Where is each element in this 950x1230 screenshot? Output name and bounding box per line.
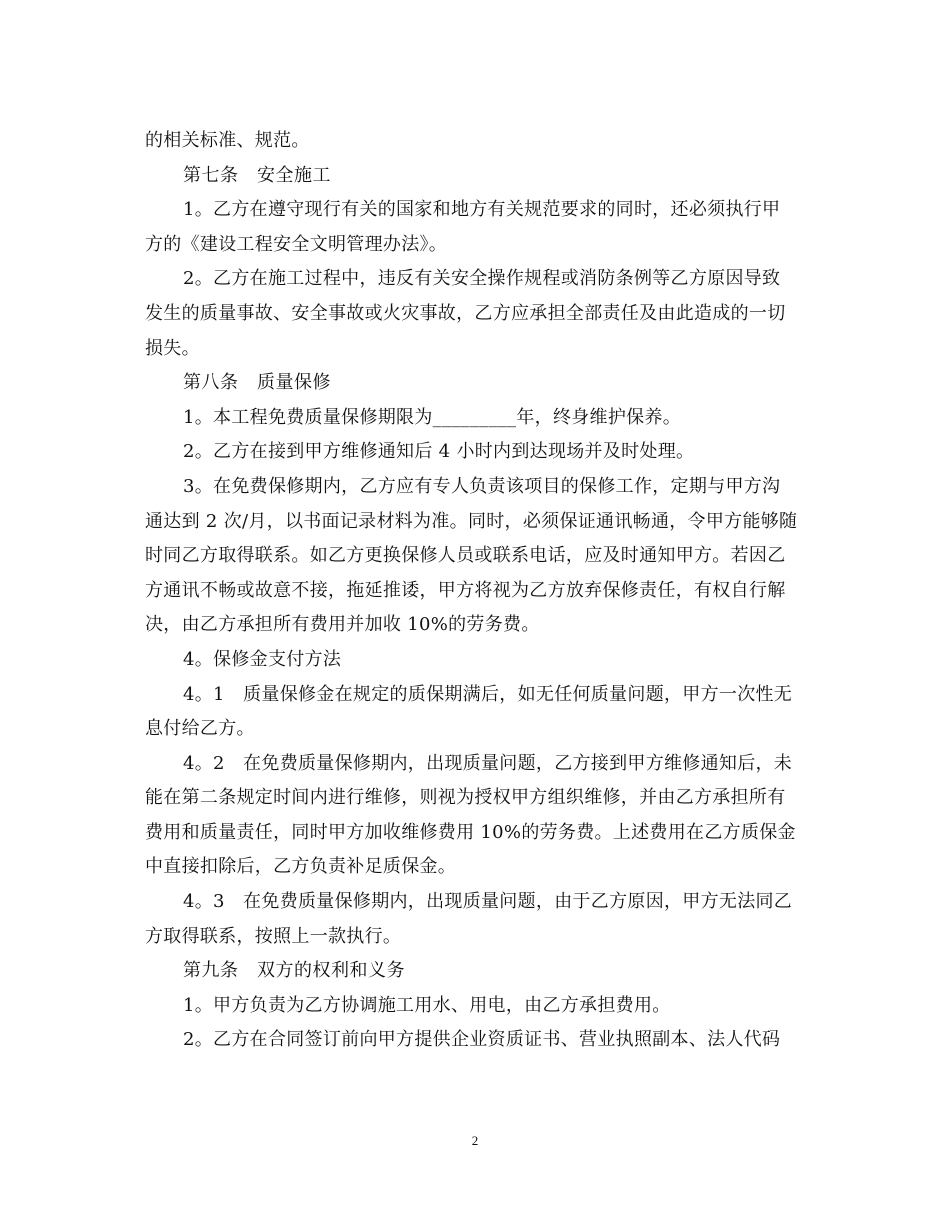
text-line: 4。保修金支付方法 bbox=[183, 648, 342, 670]
text-line: 1。甲方负责为乙方协调施工用水、用电，由乙方承担费用。 bbox=[183, 994, 671, 1016]
document-body bbox=[145, 124, 800, 1058]
text-line: 4。1 质量保修金在规定的质保期满后，如无任何质量问题，甲方一次性无 bbox=[183, 683, 793, 705]
text-line: 中直接扣除后，乙方负责补足质保金。 bbox=[145, 856, 457, 878]
text-line: 的相关标准、规范。 bbox=[145, 130, 310, 151]
text-line: 4。3 在免费质量保修期内，出现质量问题，由于乙方原因，甲方无法同乙 bbox=[183, 891, 793, 913]
text-line: 能在第二条规定时间内进行维修，则视为授权甲方组织维修，并由乙方承担所有 bbox=[145, 787, 786, 809]
text-line: 息付给乙方。 bbox=[145, 718, 255, 740]
text-line: 损失。 bbox=[145, 337, 200, 359]
text-line: 3。在免费保修期内，乙方应有专人负责该项目的保修工作，定期与甲方沟 bbox=[183, 475, 781, 497]
text-line: 方的《建设工程安全文明管理办法》。 bbox=[145, 233, 448, 255]
text-line: 2。乙方在施工过程中，违反有关安全操作规程或消防条例等乙方原因导致 bbox=[183, 268, 781, 290]
article-heading-8: 第八条 质量保修 bbox=[183, 372, 331, 394]
text-line: 方通讯不畅或故意不接，拖延推诿，甲方将视为乙方放弃保修责任，有权自行解 bbox=[145, 579, 786, 601]
text-line: 费用和质量责任，同时甲方加收维修费用 10%的劳务费。上述费用在乙方质保金 bbox=[145, 821, 796, 843]
text-line: 决，由乙方承担所有费用并加收 10%的劳务费。 bbox=[145, 614, 540, 636]
text-line: 2。乙方在合同签订前向甲方提供企业资质证书、营业执照副本、法人代码 bbox=[183, 1029, 781, 1051]
article-heading-7: 第七条 安全施工 bbox=[183, 164, 331, 186]
text-line: 4。2 在免费质量保修期内，出现质量问题，乙方接到甲方维修通知后，未 bbox=[183, 752, 793, 774]
text-line: 发生的质量事故、安全事故或火灾事故，乙方应承担全部责任及由此造成的一切 bbox=[145, 302, 786, 324]
text-line: 通达到 2 次/月，以书面记录材料为准。同时，必须保证通讯畅通，令甲方能够随 bbox=[145, 510, 798, 532]
text-line: 1。本工程免费质量保修期限为_________年，终身维护保养。 bbox=[183, 406, 682, 428]
text-line: 方取得联系，按照上一款执行。 bbox=[145, 925, 402, 947]
text-line: 2。乙方在接到甲方维修通知后 4 小时内到达现场并及时处理。 bbox=[183, 441, 695, 463]
page-number: 2 bbox=[471, 1133, 479, 1148]
text-line: 时同乙方取得联系。如乙方更换保修人员或联系电话，应及时通知甲方。若因乙 bbox=[145, 545, 786, 567]
article-heading-9: 第九条 双方的权利和义务 bbox=[183, 960, 405, 982]
text-line: 1。乙方在遵守现行有关的国家和地方有关规范要求的同时，还必须执行甲 bbox=[183, 199, 781, 221]
